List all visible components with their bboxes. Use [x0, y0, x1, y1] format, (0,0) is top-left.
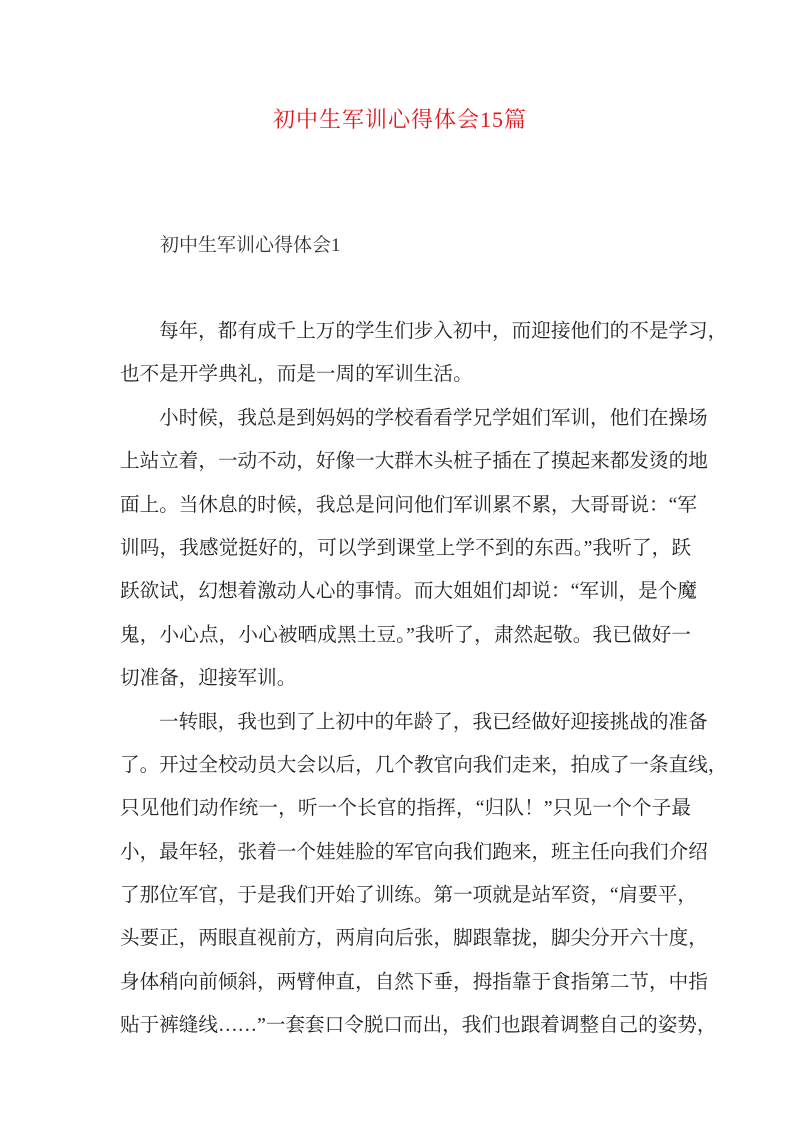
paragraph-line: 头要正，两眼直视前方，两肩向后张，脚跟靠拢，脚尖分开六十度， — [120, 928, 708, 950]
paragraph-line: 跃欲试，幻想着激动人心的事情。而大姐姐们却说：“军训，是个魔 — [120, 581, 697, 603]
paragraph — [120, 405, 708, 709]
paragraph-line: 小，最年轻，张着一个娃娃脸的军官向我们跑来，班主任向我们介绍 — [120, 841, 708, 863]
paragraph-line: 身体稍向前倾斜，两臂伸直，自然下垂，拇指靠于食指第二节，中指 — [120, 971, 708, 993]
paragraph-line: 每年，都有成千上万的学生们步入初中，而迎接他们的不是学习， — [159, 321, 728, 342]
paragraph-line: 也不是开学典礼，而是一周的军训生活。 — [120, 364, 473, 386]
document-body — [120, 318, 728, 1056]
paragraph-line: 训吗，我感觉挺好的，可以学到课堂上学不到的东西。”我听了，跃 — [120, 537, 691, 559]
paragraph-line: 鬼，小心点，小心被晒成黑土豆。”我听了，肃然起敬。我已做好一 — [120, 624, 691, 646]
document-title: 初中生军训心得体会15篇 — [272, 107, 527, 132]
paragraph — [120, 318, 728, 405]
paragraph-line: 贴于裤缝线……”一套套口令脱口而出，我们也跟着调整自己的姿势， — [120, 1015, 717, 1037]
paragraph-line: 了那位军官，于是我们开始了训练。第一项就是站军资，“肩要平， — [120, 885, 697, 907]
paragraph — [120, 709, 728, 1056]
paragraph-line: 切准备，迎接军训。 — [120, 668, 297, 690]
paragraph-line: 了。开过全校动员大会以后，几个教官向我们走来，拍成了一条直线， — [120, 754, 728, 776]
section-heading: 初中生军训心得体会1 — [160, 235, 341, 256]
paragraph-line: 小时候，我总是到妈妈的学校看看学兄学姐们军训，他们在操场 — [159, 407, 708, 429]
paragraph-line: 一转眼，我也到了上初中的年龄了，我已经做好迎接挑战的准备 — [159, 711, 708, 733]
paragraph-line: 上站立着，一动不动，好像一大群木头桩子插在了摸起来都发烫的地 — [120, 451, 708, 473]
paragraph-line: 只见他们动作统一，听一个长官的指挥，“归队！”只见一个个子最 — [120, 798, 691, 820]
paragraph-line: 面上。当休息的时候，我总是问问他们军训累不累，大哥哥说：“军 — [120, 494, 697, 516]
